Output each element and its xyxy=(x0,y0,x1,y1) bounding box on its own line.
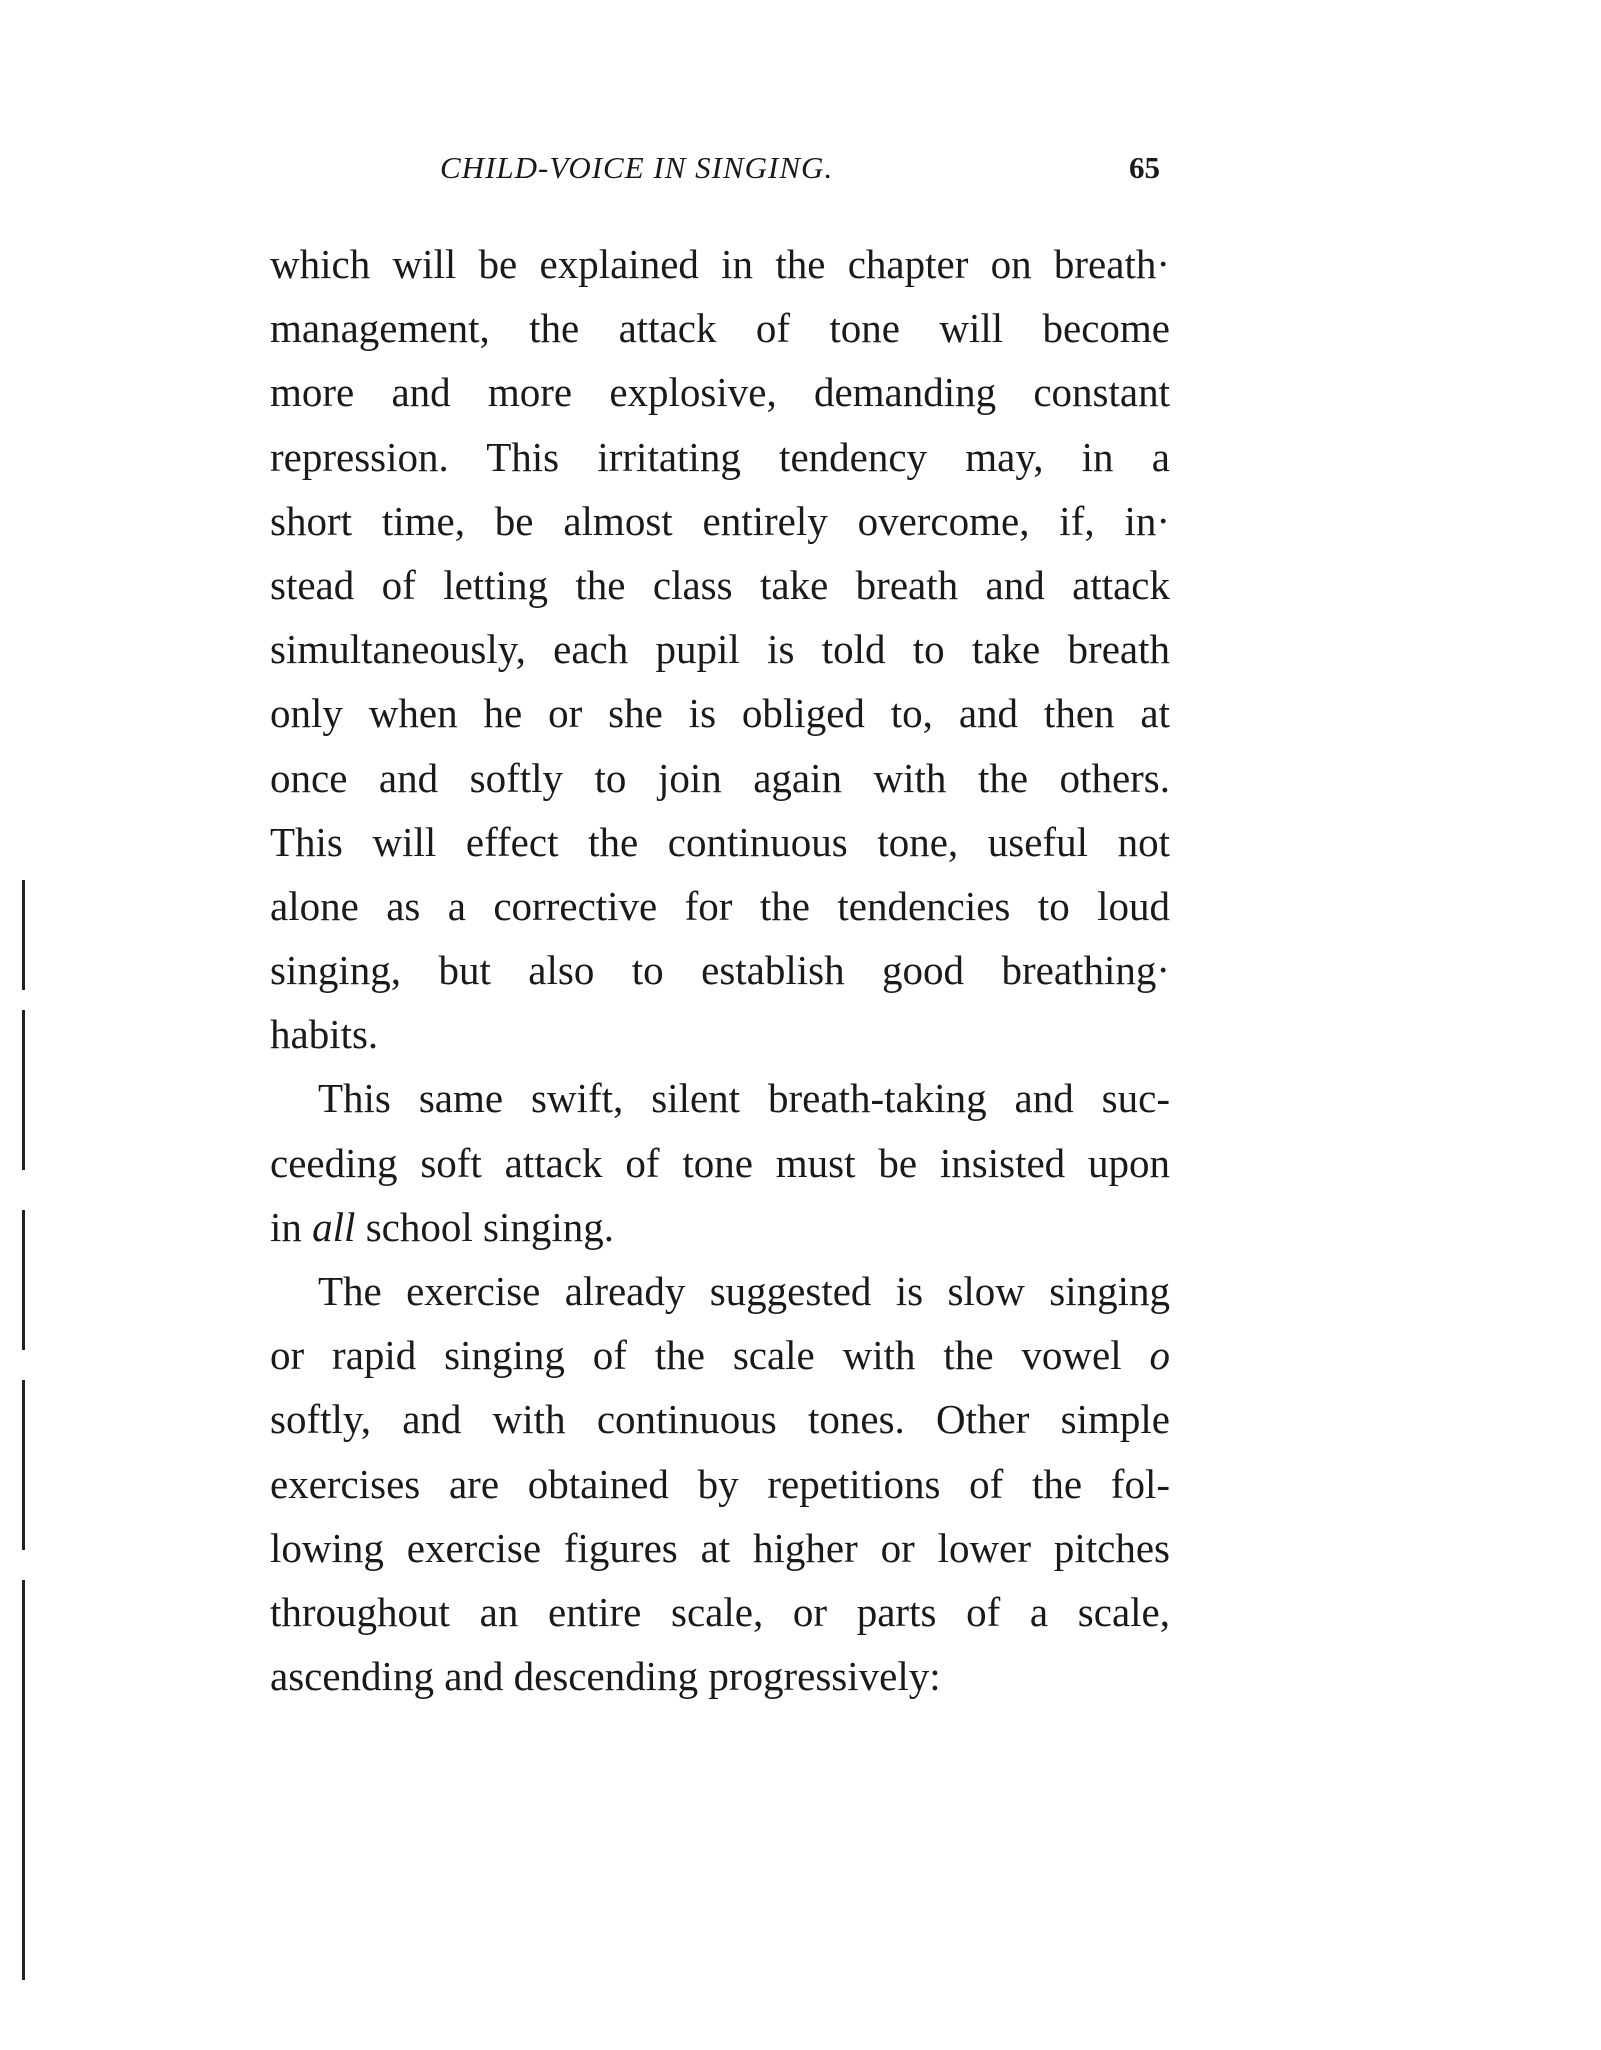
paragraph-1-line-11: alone as a corrective for the tendencies to loud xyxy=(270,882,1170,929)
paragraph-1-line-7: simultaneously, each pupil is told to take breath xyxy=(270,626,1170,673)
paragraph-2-line-2: ceeding soft attack of tone must be insisted upon xyxy=(270,1139,1170,1186)
paragraph-3-line-2 xyxy=(270,1323,1170,1387)
paragraph-1-line-1: which will be explained in the chapter on breath· xyxy=(270,241,1170,287)
paragraph-1-line-4: repression. This irritating tendency may, in a xyxy=(270,433,1170,480)
paragraph-3-line-3: softly, and with continuous tones. Other simple xyxy=(270,1396,1170,1443)
vowel-o: o xyxy=(1149,1332,1170,1379)
paragraph-2-line-1: This same swift, silent breath-taking and suc- xyxy=(318,1075,1170,1122)
emphasis-all: all xyxy=(312,1203,356,1250)
paragraph-2-line-3 xyxy=(270,1195,1170,1259)
page-number: 65 xyxy=(1129,150,1160,185)
paragraph-2-line-3-after: school singing. xyxy=(355,1203,614,1250)
paragraph-1-line-3: more and more explosive, demanding constant xyxy=(270,369,1170,416)
paragraph-1-line-2: management, the attack of tone will become xyxy=(270,305,1170,352)
paragraph-3-line-6: throughout an entire scale, or parts of a scale, xyxy=(270,1588,1170,1635)
binding-edge-marks xyxy=(22,880,26,1980)
paragraph-1-line-12: singing, but also to establish good breathing· xyxy=(270,947,1170,994)
paragraph-1-line-6: stead of letting the class take breath and attack xyxy=(270,561,1170,608)
paragraph-1-line-5: short time, be almost entirely overcome, if, in· xyxy=(270,497,1170,544)
running-title: CHILD-VOICE IN SINGING. xyxy=(440,150,834,185)
paragraph-3-line-4: exercises are obtained by repetitions of the fol- xyxy=(270,1460,1170,1507)
paragraph-1-line-8: only when he or she is obliged to, and then at xyxy=(270,690,1170,737)
paragraph-1-line-9: once and softly to join again with the others. xyxy=(270,754,1170,801)
paragraph-3-line-2-before: or rapid singing of the scale with the vowel xyxy=(270,1332,1150,1379)
paragraph-3-line-5: lowing exercise figures at higher or lower pitches xyxy=(270,1524,1170,1571)
body-text xyxy=(270,232,1170,1708)
paragraph-3-line-7: ascending and descending progressively: xyxy=(270,1653,941,1700)
paragraph-1-line-10: This will effect the continuous tone, useful not xyxy=(270,818,1170,865)
paragraph-2-line-3-before: in xyxy=(270,1203,313,1250)
running-head xyxy=(440,150,1160,200)
paragraph-1-line-13: habits. xyxy=(270,1011,379,1058)
paragraph-3-line-1: The exercise already suggested is slow singing xyxy=(318,1268,1170,1314)
